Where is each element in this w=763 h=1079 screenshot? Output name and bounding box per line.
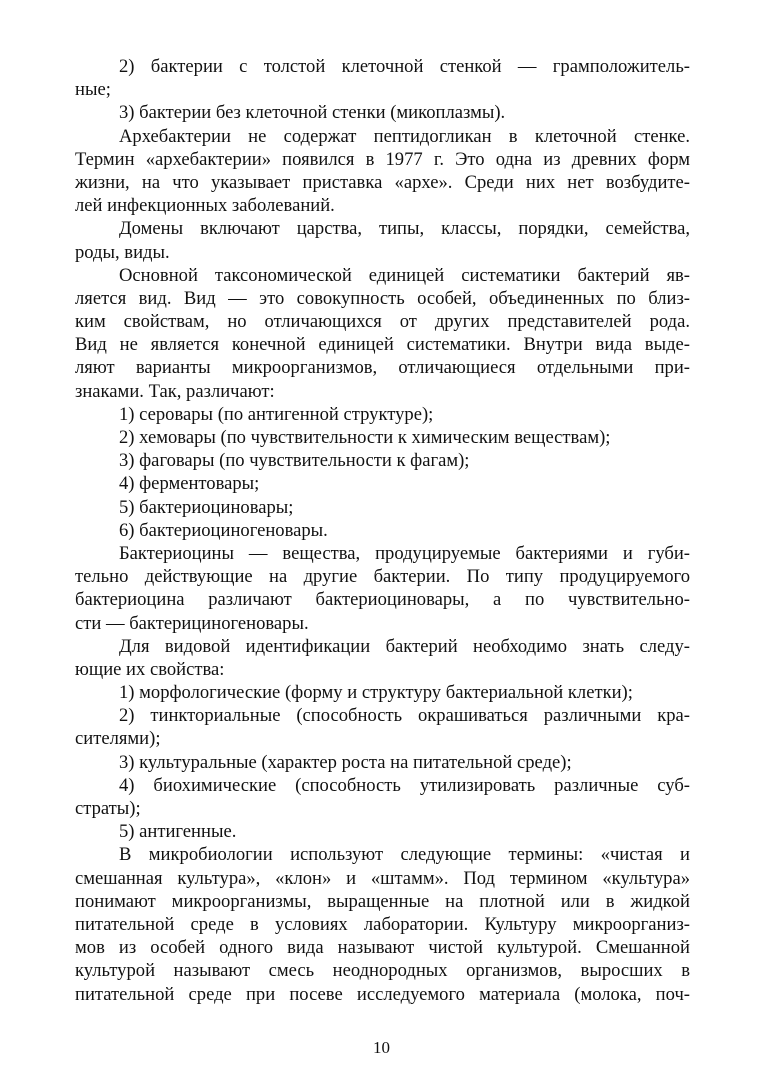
text-line: 2) хемовары (по чувствительности к химическим веществам); (119, 427, 611, 448)
text-line: бактериоцина различают бактериоциновары, а по чувствительно- (75, 589, 690, 611)
page-number: 10 (373, 1038, 390, 1057)
text-line: ляется вид. Вид — это совокупность особей, объединенных по близ- (75, 287, 690, 309)
text-line: сти — бактерициногеновары. (75, 612, 309, 634)
text-line: В микробиологии используют следующие термины: «чистая и (119, 844, 690, 866)
text-line: мов из особей одного вида называют чистой культурой. Смешанной (75, 937, 690, 959)
text-line: 3) культуральные (характер роста на питательной среде); (119, 751, 572, 773)
text-line: 2) бактерии с толстой клеточной стенкой — грамположитель- (119, 56, 690, 77)
text-line: 3) фаговары (по чувствительности к фагам); (119, 450, 470, 472)
text-line: Домены включают царства, типы, классы, порядки, семейства, (119, 218, 690, 240)
text-line: 1) морфологические (форму и структуру бактериальной клетки); (119, 682, 633, 704)
text-line: 4) биохимические (способность утилизировать различные суб- (119, 774, 690, 796)
text-line: ким свойствам, но отличающихся от других представителей рода. (75, 311, 690, 333)
text-line: 3) бактерии без клеточной стенки (микоплазмы). (119, 102, 506, 124)
text-line: 1) серовары (по антигенной структуре); (119, 403, 434, 425)
text-line: Термин «архебактерии» появился в 1977 г. Это одна из древних форм (75, 148, 690, 170)
text-line: лей инфекционных заболеваний. (75, 195, 335, 217)
text-line: Для видовой идентификации бактерий необходимо знать следу- (119, 635, 690, 657)
text-line: смешанная культура», «клон» и «штамм». Под термином «культура» (75, 867, 690, 889)
text-line: знаками. Так, различают: (75, 380, 275, 402)
text-line: ляют варианты микроорганизмов, отличающиеся отдельными при- (75, 357, 690, 379)
text-line: Бактериоцины — вещества, продуцируемые бактериями и губи- (119, 542, 690, 564)
text-line: 4) ферментовары; (119, 473, 260, 495)
text-line: питательной среде при посеве исследуемого материала (молока, поч- (75, 983, 690, 1005)
text-line: культурой называют смесь неоднородных организмов, выросших в (75, 960, 690, 982)
text-line: жизни, на что указывает приставка «архе». Среди них нет возбудите- (75, 171, 690, 193)
text-line: 2) тинкториальные (способность окрашиваться различными кра- (119, 705, 690, 727)
text-line: ные; (75, 79, 111, 101)
text-line: ющие их свойства: (75, 658, 225, 680)
text-line: 5) бактериоциновары; (119, 496, 294, 518)
text-line: питательной среде в условиях лаборатории. Культуру микроорганиз- (75, 913, 690, 935)
text-line: сителями); (75, 728, 161, 750)
text-line: понимают микроорганизмы, выращенные на плотной или в жидкой (75, 890, 690, 912)
text-line: Вид не является конечной единицей систематики. Внутри вида выде- (75, 334, 690, 356)
text-line: Архебактерии не содержат пептидогликан в клеточной стенке. (119, 125, 690, 147)
text-line: 5) антигенные. (119, 821, 237, 843)
text-line: страты); (75, 798, 141, 819)
page-text (75, 55, 690, 1006)
text-line: тельно действующие на другие бактерии. По типу продуцируемого (75, 566, 690, 588)
text-line: роды, виды. (75, 241, 170, 263)
text-line: Основной таксономической единицей систематики бактерий яв- (119, 264, 690, 286)
text-line: 6) бактериоциногеновары. (119, 519, 328, 541)
